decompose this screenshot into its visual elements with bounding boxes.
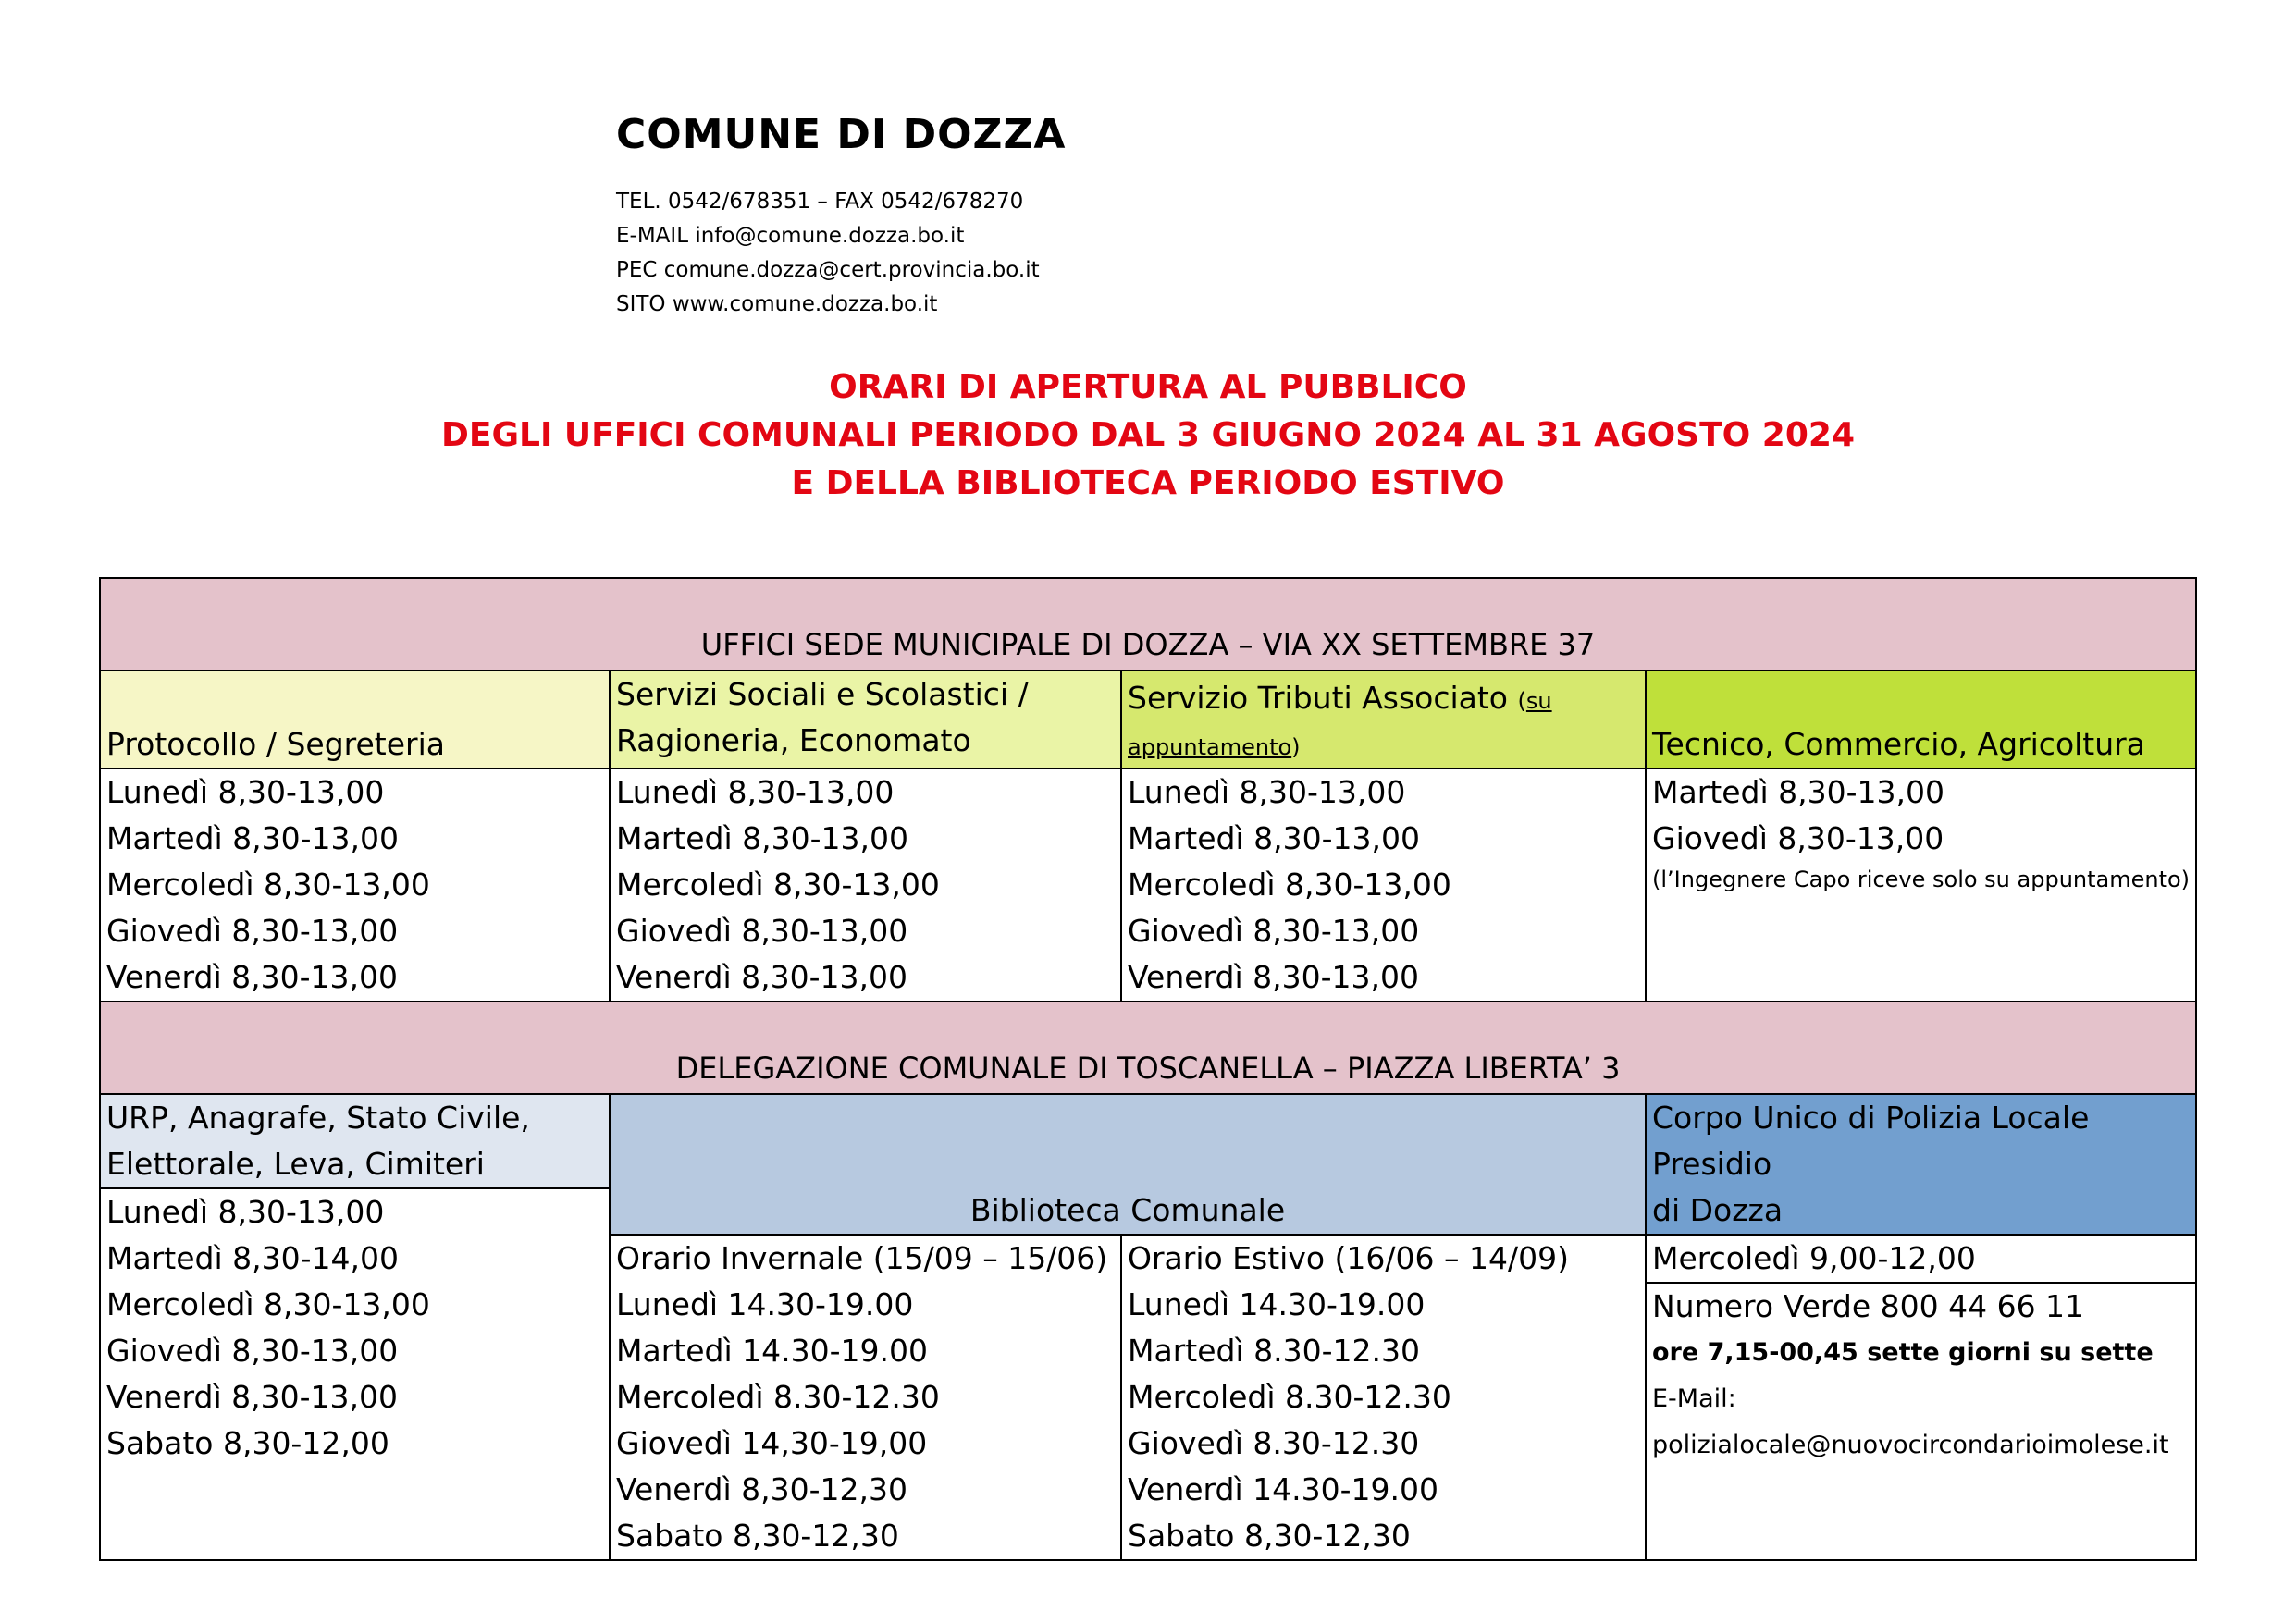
list-item: Venerdì 8,30-13,00: [616, 959, 907, 995]
office-hours-row: [100, 768, 2196, 1002]
tributi-note-su: su: [1525, 688, 1552, 714]
list-item: Mercoledì 8,30-13,00: [1128, 867, 1451, 903]
tributi-hours: [1121, 768, 1646, 1002]
list-item: Giovedì 8,30-13,00: [616, 913, 908, 949]
section-toscanella-title: DELEGAZIONE COMUNALE DI TOSCANELLA – PIAZZA LIBERTA’ 3: [100, 1002, 2196, 1094]
polizia-email-label: E-Mail:: [1652, 1384, 1736, 1413]
tributi-header: [1121, 670, 1646, 768]
heading-line-1: ORARI DI APERTURA AL PUBBLICO: [829, 368, 1467, 406]
urp-column: [100, 1094, 610, 1560]
list-item: Martedì 8,30-13,00: [616, 820, 908, 856]
opening-hours-table: [99, 577, 2197, 1561]
list-item: Venerdì 8,30-13,00: [106, 959, 398, 995]
polizia-info: [1646, 1235, 2196, 1560]
section-toscanella-row: [100, 1002, 2196, 1094]
protocollo-hours: [100, 768, 610, 1002]
tributi-note-appuntamento: appuntamento: [1128, 734, 1292, 760]
list-item: Lunedì 8,30-13,00: [616, 774, 895, 810]
tributi-header-title: Servizio Tributi Associato: [1128, 680, 1509, 716]
section-municipale-title: UFFICI SEDE MUNICIPALE DI DOZZA – VIA XX SETTEMBRE 37: [100, 578, 2196, 670]
tributi-appointment-note: (su appuntamento): [1128, 688, 1552, 760]
list-item: Martedì 14.30-19.00: [616, 1333, 928, 1369]
heading-line-2: DEGLI UFFICI COMUNALI PERIODO DAL 3 GIUGNO 2024 AL 31 AGOSTO 2024: [440, 416, 1855, 454]
servizi-sociali-header-line1: Servizi Sociali e Scolastici /: [616, 676, 1029, 712]
list-item: Mercoledì 8.30-12.30: [1128, 1379, 1451, 1415]
list-item: Giovedì 14,30-19,00: [616, 1425, 928, 1461]
list-item: Martedì 8,30-14,00: [106, 1240, 399, 1276]
polizia-orario: Mercoledì 9,00-12,00: [1647, 1236, 2195, 1284]
list-item: Lunedì 14.30-19.00: [616, 1286, 914, 1322]
list-item: Venerdì 8,30-13,00: [1128, 959, 1419, 995]
polizia-ore: ore 7,15-00,45 sette giorni su sette: [1652, 1338, 2154, 1367]
list-item: Giovedì 8.30-12.30: [1128, 1425, 1420, 1461]
list-item: Lunedì 8,30-13,00: [106, 1194, 385, 1230]
list-item: Mercoledì 8.30-12.30: [616, 1379, 940, 1415]
polizia-email: polizialocale@nuovocircondarioimolese.it: [1652, 1431, 2169, 1459]
list-item: Giovedì 8,30-13,00: [106, 913, 399, 949]
protocollo-header: Protocollo / Segreteria: [100, 670, 610, 768]
section-municipale-row: [100, 578, 2196, 670]
list-item: Sabato 8,30-12,30: [616, 1518, 899, 1554]
list-item: Mercoledì 8,30-13,00: [106, 867, 430, 903]
list-item: Venerdì 8,30-12,30: [616, 1471, 907, 1507]
list-item: Venerdì 8,30-13,00: [106, 1379, 398, 1415]
polizia-numero-verde: Numero Verde 800 44 66 11: [1652, 1288, 2085, 1324]
polizia-contacts: [1647, 1284, 2195, 1469]
list-item: Giovedì 8,30-13,00: [1652, 820, 1944, 856]
tecnico-appointment-note: (l’Ingegnere Capo riceve solo su appuntamento): [1652, 867, 2191, 892]
office-header-row: [100, 670, 2196, 768]
toscanella-header-row: [100, 1094, 2196, 1235]
invernale-title: Orario Invernale (15/09 – 15/06): [616, 1240, 1108, 1276]
list-item: Giovedì 8,30-13,00: [1128, 913, 1420, 949]
list-item: Sabato 8,30-12,00: [106, 1425, 389, 1461]
contact-block: [616, 185, 1066, 322]
servizi-sociali-header-line2: Ragioneria, Economato: [616, 722, 971, 758]
list-item: Martedì 8,30-13,00: [1652, 774, 1944, 810]
list-item: Sabato 8,30-12,30: [1128, 1518, 1411, 1554]
contact-tel: TEL. 0542/678351 – FAX 0542/678270: [616, 190, 1024, 214]
list-item: Martedì 8,30-13,00: [106, 820, 399, 856]
heading-line-3: E DELLA BIBLIOTECA PERIODO ESTIVO: [791, 464, 1505, 502]
tecnico-hours: [1646, 768, 2196, 1002]
contact-pec: PEC comune.dozza@cert.provincia.bo.it: [616, 258, 1040, 282]
list-item: Mercoledì 8,30-13,00: [616, 867, 940, 903]
servizi-sociali-hours: [610, 768, 1121, 1002]
municipality-title: COMUNE DI DOZZA: [616, 111, 1067, 158]
contact-email: E-MAIL info@comune.dozza.bo.it: [616, 224, 965, 248]
document-heading: [0, 363, 2296, 508]
urp-header: [101, 1095, 609, 1189]
list-item: Lunedì 14.30-19.00: [1128, 1286, 1426, 1322]
biblioteca-estivo: [1121, 1235, 1646, 1560]
list-item: Lunedì 8,30-13,00: [1128, 774, 1406, 810]
list-item: Mercoledì 8,30-13,00: [106, 1286, 430, 1322]
letterhead: [616, 109, 1066, 322]
list-item: Martedì 8.30-12.30: [1128, 1333, 1420, 1369]
polizia-header-line1: Corpo Unico di Polizia Locale Presidio: [1652, 1100, 2090, 1182]
polizia-header: [1646, 1094, 2196, 1235]
biblioteca-invernale: [610, 1235, 1121, 1560]
estivo-title: Orario Estivo (16/06 – 14/09): [1128, 1240, 1569, 1276]
biblioteca-header: Biblioteca Comunale: [610, 1094, 1646, 1235]
list-item: Martedì 8,30-13,00: [1128, 820, 1420, 856]
list-item: Venerdì 14.30-19.00: [1128, 1471, 1438, 1507]
urp-header-line1: URP, Anagrafe, Stato Civile,: [106, 1100, 530, 1136]
urp-hours: [101, 1189, 609, 1467]
urp-header-line2: Elettorale, Leva, Cimiteri: [106, 1146, 485, 1182]
servizi-sociali-header: [610, 670, 1121, 768]
list-item: Lunedì 8,30-13,00: [106, 774, 385, 810]
contact-site: SITO www.comune.dozza.bo.it: [616, 292, 938, 316]
polizia-header-line2: di Dozza: [1652, 1192, 1784, 1228]
tecnico-header: Tecnico, Commercio, Agricoltura: [1646, 670, 2196, 768]
list-item: Giovedì 8,30-13,00: [106, 1333, 399, 1369]
